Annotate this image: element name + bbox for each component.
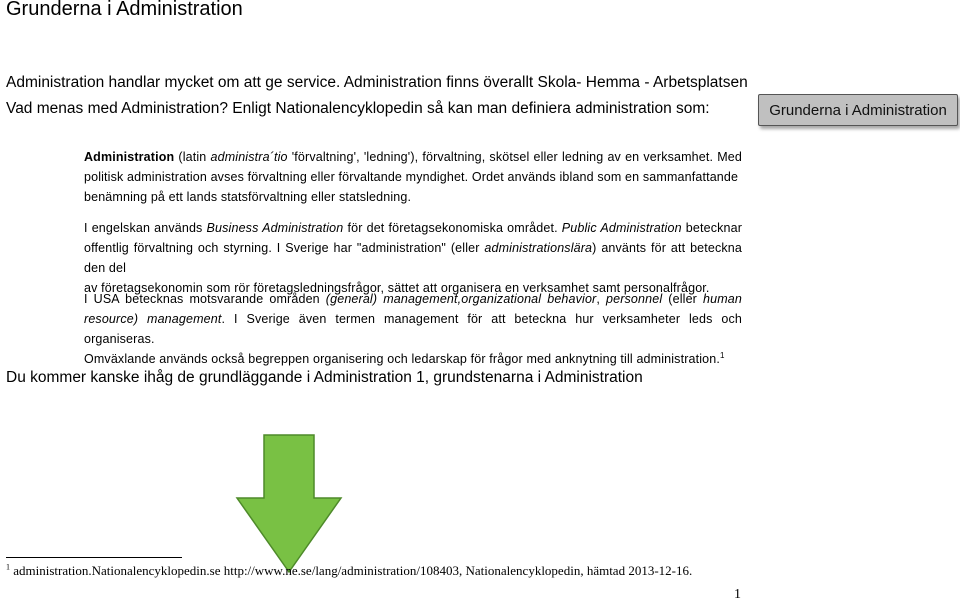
paragraph-text: I engelskan används — [84, 221, 207, 235]
intro-line-2: Vad menas med Administration? Enligt Nationalencyklopedin så kan man definiera administration som: — [6, 100, 710, 117]
paragraph-text: ) använts för att beteckna den del — [84, 241, 743, 275]
paragraph-text: (eller — [662, 292, 703, 306]
paragraph-text: . I Sverige även termen management för att beteckna hur verksamheter leds och organiseras. — [84, 312, 742, 346]
definition-paragraph — [84, 147, 742, 207]
sidebar-topic-label: Grunderna i Administration — [769, 101, 947, 119]
paragraph-text: av företagsekonomin som rör företagsledningsfrågor, sättet att organisera en verksamhet samt personalfrågor. — [84, 281, 710, 295]
paragraph-text: Omväxlande används också begreppen organisering och ledarskap för frågor med anknytning till administration. — [84, 352, 720, 366]
swedish-term: administrationslära — [484, 241, 593, 255]
sidebar-topic-box — [758, 94, 958, 126]
english-term: Public Administration — [561, 221, 682, 235]
paragraph-text: I USA betecknas motsvarande områden — [84, 292, 326, 306]
section-heading: Du kommer kanske ihåg de grundläggande i Administration 1, grundstenarna i Administration — [6, 369, 643, 386]
page-title: Grunderna i Administration — [6, 0, 243, 20]
definition-term: Administration — [84, 150, 175, 164]
footnote-separator — [6, 557, 182, 558]
definition-text: (latin — [174, 150, 211, 164]
footnote — [6, 563, 692, 579]
paragraph-text: för det företagsekonomiska området. — [343, 221, 562, 235]
english-term: Business Administration — [206, 221, 344, 235]
usa-usage-paragraph — [84, 289, 742, 369]
down-arrow-icon — [235, 434, 343, 574]
english-usage-paragraph — [84, 218, 742, 298]
footnote-text: administration.Nationalencyklopedin.se http://www.ne.se/lang/administration/108403, Nationalencyklopedin, hämtad 2013-12-16. — [10, 563, 693, 578]
intro-line-1: Administration handlar mycket om att ge service. Administration finns överallt Skola- Hemma - Arbetsplatsen — [6, 74, 748, 91]
latin-term: administra´tio — [210, 150, 288, 164]
paragraph-text: betecknar offentlig förvaltning och styrning. I Sverige har "administration" (eller — [84, 221, 743, 255]
paragraph-text: , — [596, 292, 607, 306]
english-term: (general) management,organizational behavior — [325, 292, 597, 306]
page-number: 1 — [734, 587, 741, 602]
footnote-reference: 1 — [720, 350, 725, 360]
footnote-marker: 1 — [6, 562, 10, 572]
definition-text: 'förvaltning', 'ledning'), förvaltning, skötsel eller ledning av en verksamhet. Med politisk administration avses förvaltning eller förvaltande myndighet. Ordet används ibland som en sammanfattande — [84, 150, 742, 184]
definition-text: benämning på ett lands statsförvaltning eller statsledning. — [84, 190, 412, 204]
english-term: personnel — [606, 292, 663, 306]
english-term: human resource) management — [84, 292, 742, 326]
